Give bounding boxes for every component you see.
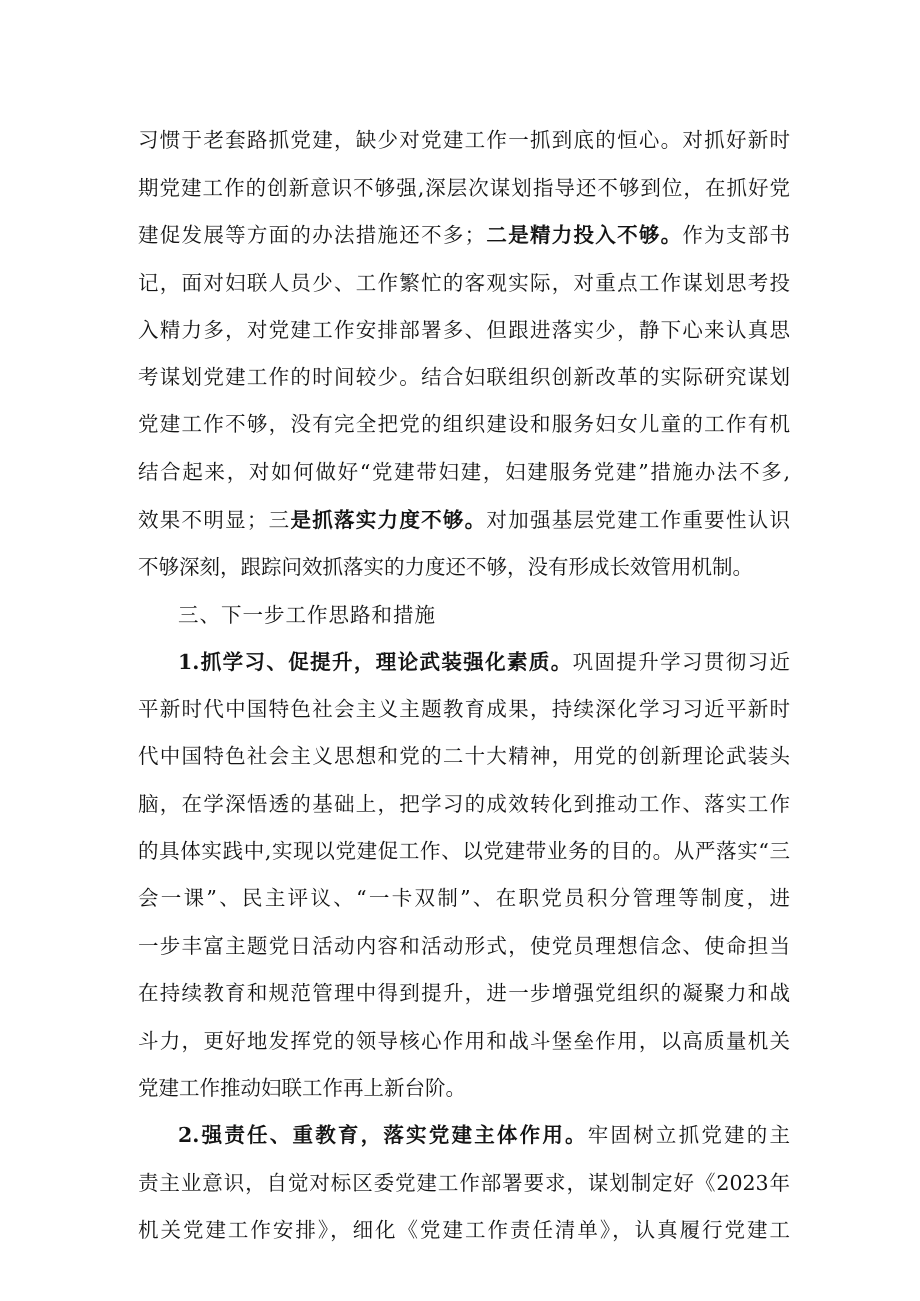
text-line — [178, 1121, 790, 1149]
item-title: 2.强责任、重教育，落实党建主体作用。 — [178, 1123, 588, 1147]
text-line: 会一课”、民主评议、“一卡双制”、在职党员积分管理等制度，进 — [138, 886, 790, 910]
text-line: 的具体实践中,实现以党建促工作、以党建带业务的目的。从严落实“三 — [138, 839, 790, 863]
text-line: 在持续教育和规范管理中得到提升，进一步增强党组织的凝聚力和战 — [138, 981, 790, 1005]
text-run: 牢固树立抓党建的主 — [587, 1123, 790, 1147]
text-line: 不够深刻，跟踪问效抓落实的力度还不够，没有形成长效管用机制。 — [138, 555, 753, 579]
section-heading: 三、下一步工作思路和措施 — [178, 603, 436, 627]
text-line: 考谋划党建工作的时间较少。结合妇联组织创新改革的实际研究谋划 — [138, 365, 790, 389]
text-line: 党建工作不够，没有完全把党的组织建设和服务妇女儿童的工作有机 — [138, 412, 790, 436]
bold-phrase: 是抓落实力度不够。 — [290, 508, 487, 532]
text-line: 入精力多，对党建工作安排部署多、但跟进落实少，静下心来认真思 — [138, 318, 790, 342]
text-line: 习惯于老套路抓党建，缺少对党建工作一抓到底的恒心。对抓好新时 — [138, 128, 790, 152]
bold-phrase: 二是精力投入不够。 — [485, 223, 683, 247]
text-line — [138, 506, 790, 534]
text-run: 作为支部书 — [682, 223, 790, 247]
text-line: 平新时代中国特色社会主义主题教育成果，持续深化学习习近平新时 — [138, 697, 790, 721]
text-line: 责主业意识，自觉对标区委党建工作部署要求，谋划制定好《2023年 — [138, 1171, 790, 1195]
text-line: 结合起来，对如何做好“党建带妇建，妇建服务党建”措施办法不多, — [138, 460, 790, 484]
text-run: 巩固提升学习贯彻习近 — [572, 650, 790, 674]
text-line: 机关党建工作安排》，细化《党建工作责任清单》，认真履行党建工 — [138, 1218, 790, 1242]
text-run: 效果不明显；三 — [138, 508, 291, 532]
text-line: 记，面对妇联人员少、工作繁忙的客观实际，对重点工作谋划思考投 — [138, 271, 790, 295]
text-line: 党建工作推动妇联工作再上新台阶。 — [138, 1076, 466, 1100]
text-run: 对加强基层党建工作重要性认识 — [486, 508, 790, 532]
text-line: 脑，在学深悟透的基础上，把学习的成效转化到推动工作、落实工作 — [138, 792, 790, 816]
text-line: 一步丰富主题党日活动内容和活动形式，使党员理想信念、使命担当 — [138, 934, 790, 958]
text-run: 建促发展等方面的办法措施还不多； — [138, 223, 486, 247]
text-line: 斗力，更好地发挥党的领导核心作用和战斗堡垒作用，以高质量机关 — [138, 1029, 790, 1053]
text-line: 期党建工作的创新意识不够强,深层次谋划指导还不够到位，在抓好党 — [138, 176, 790, 200]
item-title: 1.抓学习、促提升，理论武装强化素质。 — [178, 650, 573, 674]
text-line: 代中国特色社会主义思想和党的二十大精神，用党的创新理论武装头 — [138, 744, 790, 768]
text-line — [138, 221, 790, 249]
text-line — [178, 648, 790, 676]
